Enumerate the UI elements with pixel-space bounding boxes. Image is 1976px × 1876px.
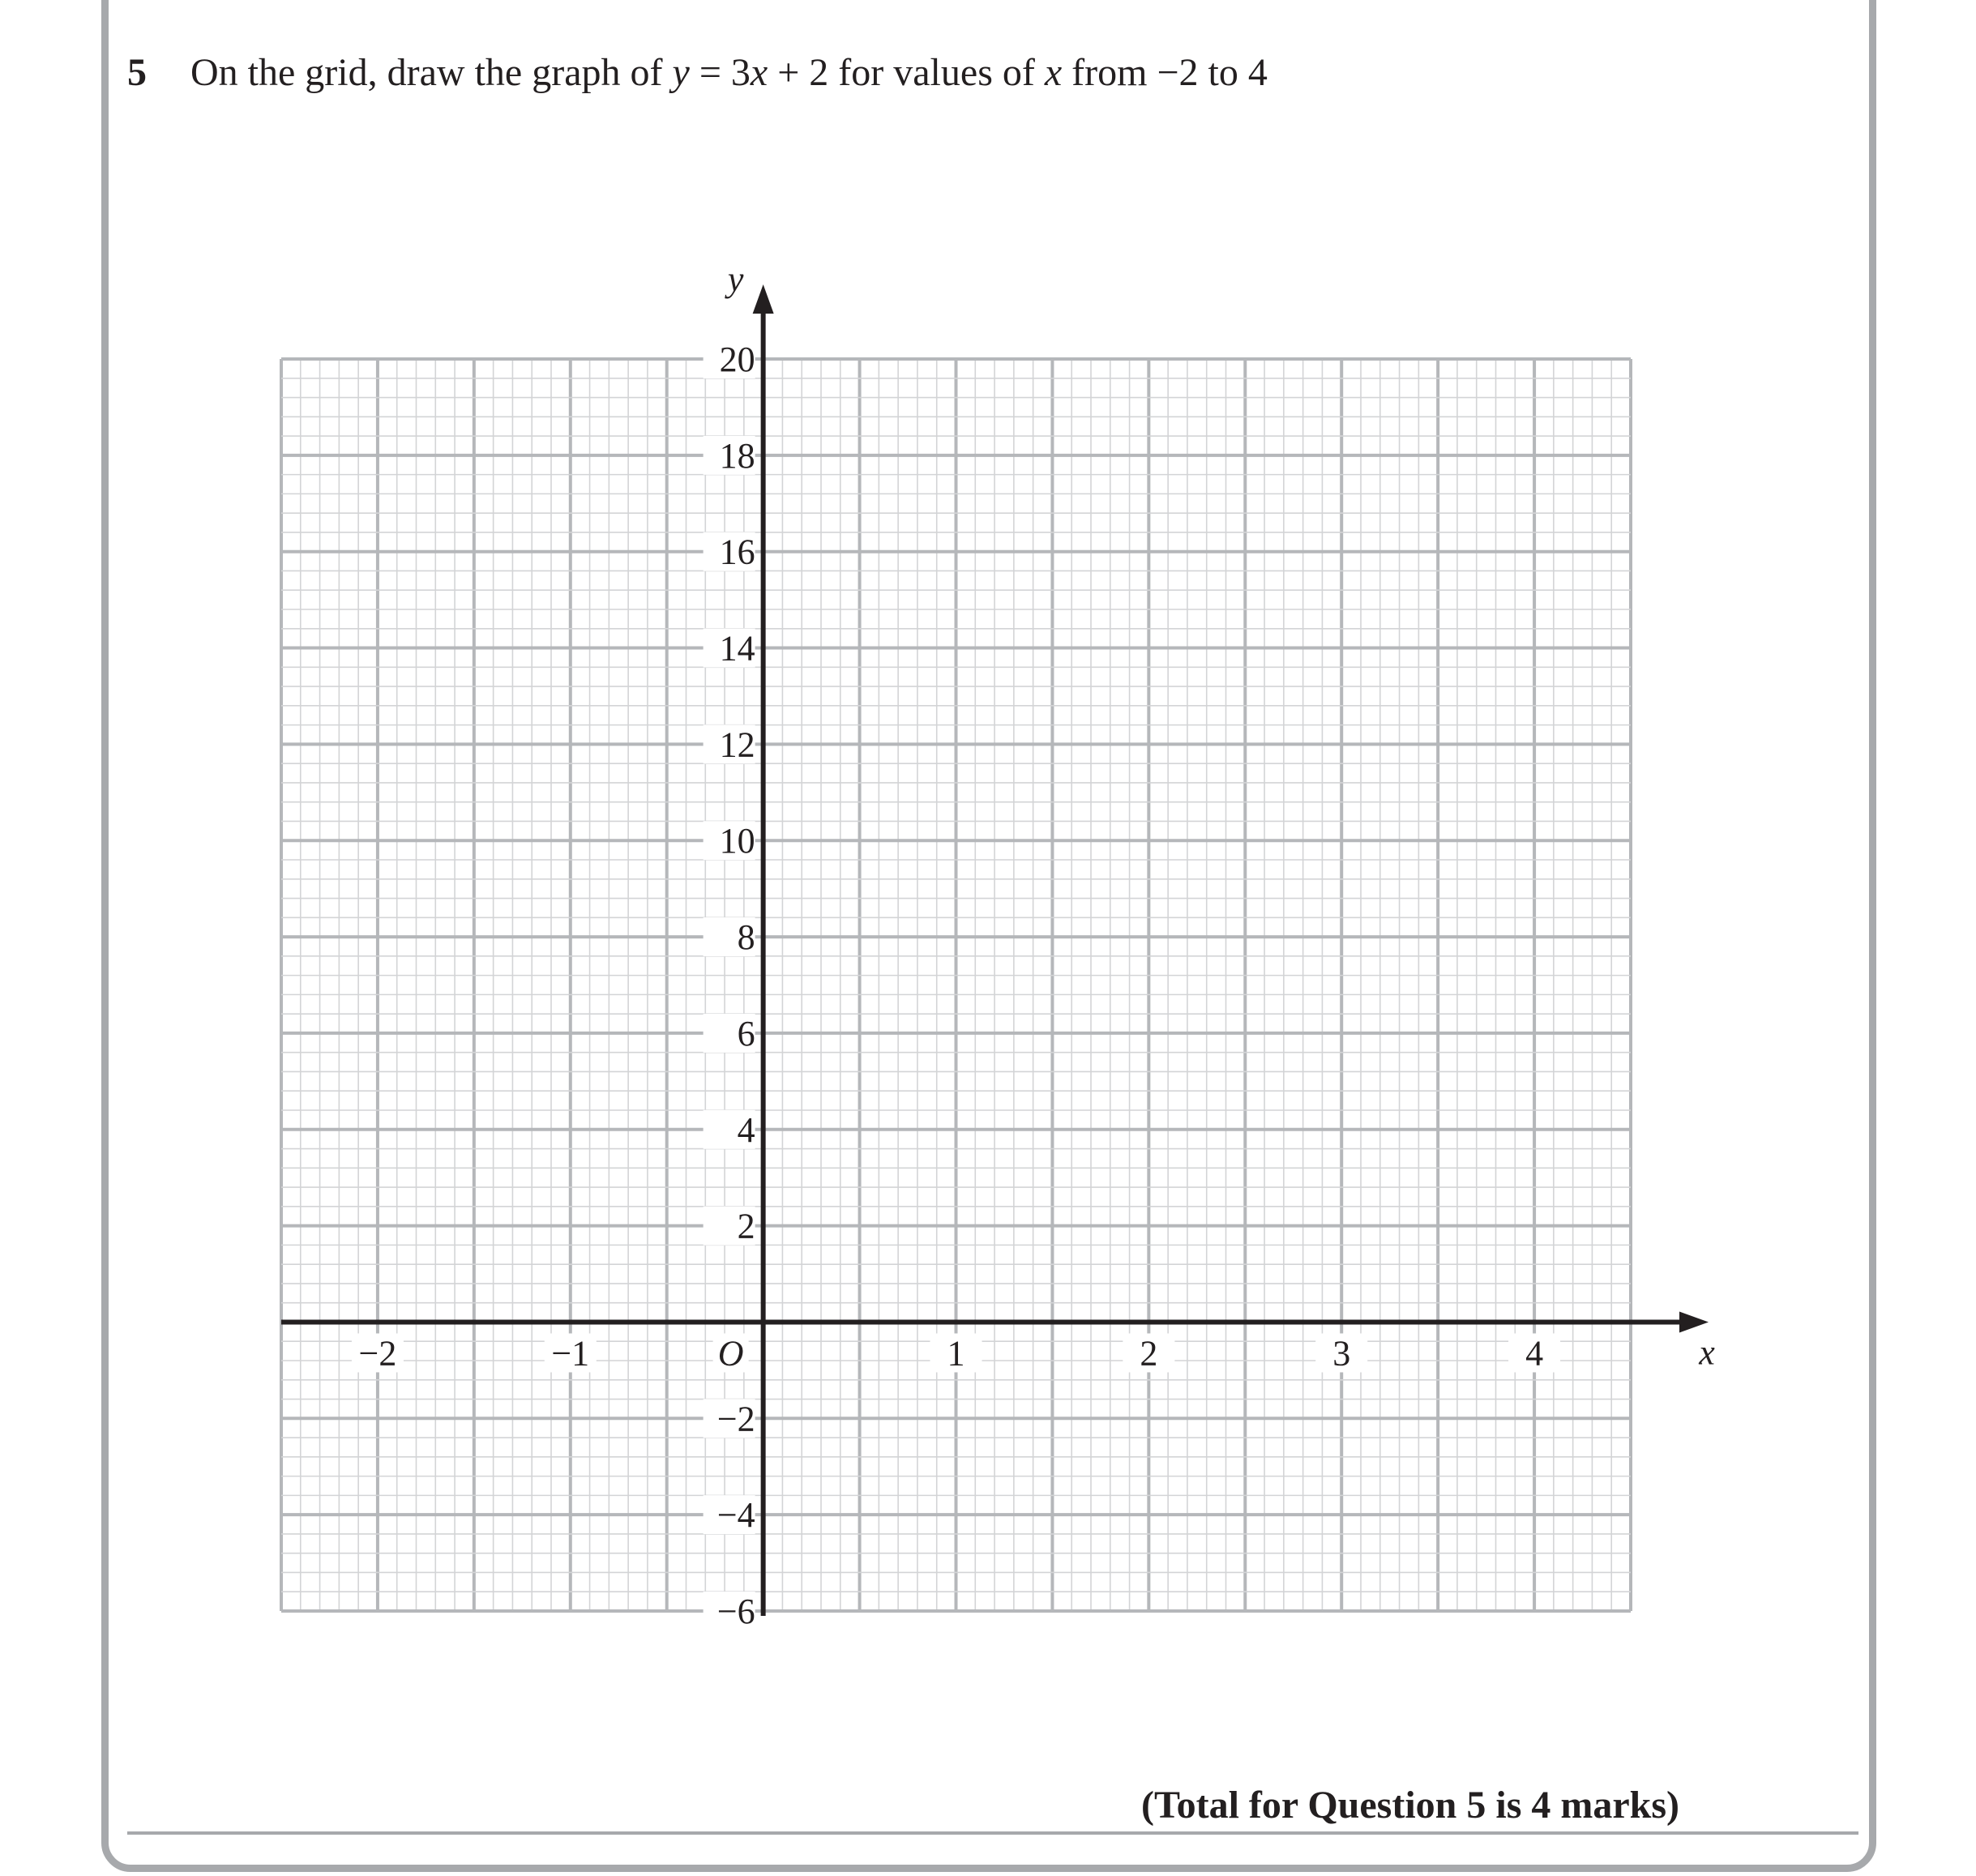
x-tick-label: −1 — [551, 1333, 590, 1374]
x-axis-arrow-icon — [1679, 1311, 1709, 1332]
origin-label: O — [717, 1333, 744, 1374]
y-tick-label: 16 — [719, 532, 755, 572]
math-variable: x — [750, 51, 768, 94]
y-tick-label: 10 — [719, 821, 755, 861]
math-variable: x — [1044, 51, 1063, 94]
y-tick-label: 18 — [719, 435, 755, 476]
y-tick-label: 6 — [737, 1013, 755, 1053]
prompt-text: On the grid, draw the graph of — [190, 51, 673, 94]
y-tick-label: 2 — [737, 1206, 755, 1246]
y-axis-label: y — [727, 259, 744, 299]
prompt-text: + 2 for values of — [768, 51, 1045, 94]
y-tick-label: 8 — [737, 917, 755, 958]
math-variable: y — [672, 51, 690, 94]
x-tick-label: 3 — [1332, 1333, 1351, 1374]
question-number: 5 — [127, 51, 147, 94]
y-tick-label: 14 — [719, 628, 755, 669]
x-tick-label: 1 — [947, 1333, 965, 1374]
x-tick-label: 4 — [1525, 1333, 1544, 1374]
y-tick-label: −2 — [716, 1399, 755, 1439]
y-axis-arrow-icon — [753, 284, 774, 314]
y-tick-label: −4 — [716, 1495, 755, 1536]
y-tick-label: 4 — [737, 1109, 755, 1150]
y-tick-label: 20 — [719, 340, 755, 379]
prompt-text: = 3 — [689, 51, 751, 94]
question-total: (Total for Question 5 is 4 marks) — [1141, 1784, 1680, 1827]
x-tick-label: −2 — [358, 1333, 397, 1374]
y-tick-label: 12 — [719, 724, 755, 765]
x-axis-label: x — [1699, 1332, 1715, 1373]
y-tick-label: −6 — [716, 1592, 755, 1631]
x-tick-label: 2 — [1140, 1333, 1158, 1374]
bottom-rule — [127, 1831, 1858, 1835]
prompt-text: from −2 to 4 — [1062, 51, 1268, 94]
